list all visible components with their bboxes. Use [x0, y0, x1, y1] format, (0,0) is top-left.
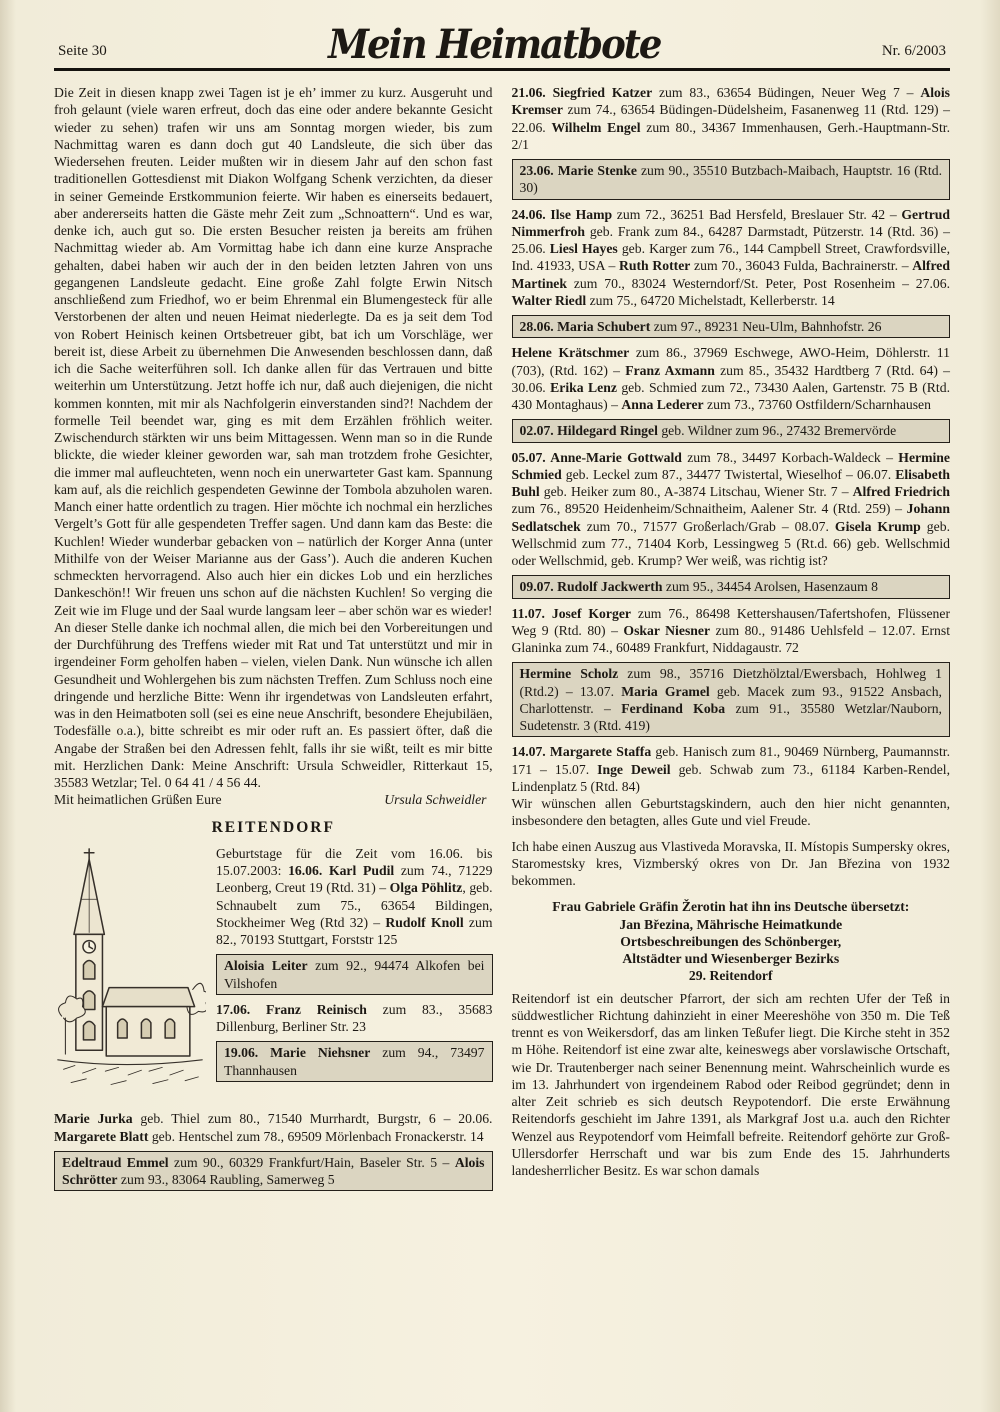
birthday-paragraph: 14.07. Margarete Staffa geb. Hanisch zum 81., 90469 Nürnberg, Paumannstr. 171 – 15.07. Inge Deweil geb. Schwab zum 73., 61184 Karben-Rendel, Lindenplatz 5 (Rtd. 84) [511, 744, 950, 794]
translation-heading-block [512, 898, 951, 984]
left-column [54, 84, 493, 1197]
translation-heading-line: Altstädter und Wiesenberger Bezirks [622, 951, 840, 966]
birthday-paragraph: 05.07. Anne-Marie Gottwald zum 78., 34497 Korbach-Waldeck – Hermine Schmied geb. Leckel zum 87., 34477 Twistertal, Wieselhof – 06.07. Elisabeth Buhl geb. Heiker zum 80., A-3874 Litschau, Wiener Str. 7 – Alfred Friedrich zum 76., 89520 Heidenheim/Schnaitheim, Aalener Str. 4 (Rtd. 259) – Johann Sedlatschek zum 70., 71577 Großerlach/Grab – 08.07. Gisela Krump geb. Wellschmid zum 77., 71404 Korb, Lessingweg 5 (Rt.d. 66) geb. Wellschmid oder Wellschmid, geb. Krump? Wer weiß, was richtig ist? [511, 449, 950, 568]
signature-name: Ursula Schweidler [384, 792, 487, 808]
birthday-paragraph: Marie Jurka geb. Thiel zum 80., 71540 Murrhardt, Burgstr, 6 – 20.06. Margarete Blatt geb. Hentschel zum 78., 69509 Mörlenbach Fronackerstr. 14 [54, 1111, 493, 1144]
church-drawing [54, 847, 206, 1104]
birthday-entry-box: 02.07. Hildegard Ringel geb. Wildner zum 96., 27432 Bremervörde [512, 419, 951, 442]
birthday-entry-box: Hermine Scholz zum 98., 35716 Dietzhölztal/Ewersbach, Hohlweg 1 (Rtd.2) – 13.07. Maria Gramel geb. Macek zum 93., 91522 Ansbach, Charlottenstr. – Ferdinand Koba zum 91., 35580 Wetzlar/Nauborn, Sudetenstr. 3 (Rtd. 419) [512, 662, 951, 737]
birthday-entry-box: 23.06. Marie Stenke zum 90., 35510 Butzbach-Maibach, Hauptstr. 16 (Rtd. 30) [512, 159, 951, 200]
birthday-entry-box: Edeltraud Emmel zum 90., 60329 Frankfurt/Hain, Baseler Str. 5 – Alois Schrötter zum 93., 83064 Raubling, Samerweg 5 [54, 1151, 493, 1192]
auszug-paragraph: Ich habe einen Auszug aus Vlastiveda Moravska, II. Místopis Sumpersky okres, Staromestsky kres, Vizmberský okres von Dr. Jan Březina von 1932 bekommen. [511, 838, 950, 888]
closing-line [54, 791, 493, 808]
right-column [512, 84, 951, 1197]
birthday-paragraph: Geburtstage für die Zeit vom 16.06. bis 15.07.2003: 16.06. Karl Pudil zum 74., 71229 Leonberg, Creut 19 (Rtd. 31) – Olga Pöhlitz, geb. Schnaubelt zum 75., 63654 Bildingen, Stockheimer Weg (Rtd 32) – Rudolf Knoll zum 82., 70193 Stuttgart, Forststr 125 [216, 845, 493, 947]
translation-heading-line: 29. Reitendorf [688, 968, 773, 984]
birthday-paragraph: Helene Krätschmer zum 86., 37969 Eschwege, AWO-Heim, Döhlerstr. 11 (703), (Rtd. 162) – Franz Axmann zum 85., 35432 Hardtberg 7 (Rtd. 64) – 30.06. Erika Lenz geb. Schmied zum 72., 73430 Aalen, Gartenstr. 75 B (Rtd. 430 Montaghaus) – Anna Lederer zum 73., 73760 Ostfildern/Scharnhausen [511, 345, 951, 412]
translation-heading-line: Frau Gabriele Gräfin Žerotin hat ihn ins Deutsche übersetzt: [552, 899, 910, 915]
translation-heading-line: Ortsbeschreibungen des Schönberger, [620, 933, 842, 949]
birthday-paragraph: 21.06. Siegfried Katzer zum 83., 63654 Büdingen, Neuer Weg 7 – Alois Kremser zum 74., 63654 Büdingen-Düdelsheim, Fasanenweg 11 (Rtd. 129) – 22.06. Wilhelm Engel zum 80., 34367 Immenhausen, Gerh.-Hauptmann-Str. 2/1 [511, 85, 950, 152]
reitendorf-history-paragraph: Reitendorf ist ein deutscher Pfarrort, der sich am rechten Ufer der Teß in süddwestlicher Richtung dahinzieht in einer Meereshöhe von 350 m. Die Teß trennt es von Weikersdorf, das am linken Teßufer liegt. Die Kirche steht in 352 m Höhe. Reitendorf ist eine zwar alte, keineswegs aber vorslawische Ortschaft, wie Dr. Trautenberger nach seiner Benennung meint. Wahrscheinlich wurde es im 13. Jahrhundert von irgendeinem Rabod oder Reibod gegründet; denn in alter Zeit schrieb es sich deutsch Reypotendorf. Die erste Erwähnung Reitendorfs geschieht im Jahre 1391, als Markgraf Jost u.a. auch den Richter Wenzel aus Reypotendorf vom Heimfall befreite. Reitendorf gehörte zur Groß-Ullersdorfer Herrschaft und war bis zum Ende des 15. Jahrhunderts landesherrlicher Besitz. Es war schon damals [511, 990, 950, 1178]
header-rule [54, 68, 950, 71]
birthday-paragraph: 11.07. Josef Korger zum 76., 86498 Kettershausen/Tafertshofen, Flüssener Weg 9 (Rtd. 80) – Oskar Niesner zum 80., 91486 Uehlsfeld – 12.07. Ernst Glaninka zum 74., 60489 Frankfurt, Niddagaustr. 72 [511, 605, 950, 655]
masthead-title: Mein Heimatbote [328, 20, 661, 68]
birthday-entry-box: Aloisia Leiter zum 92., 94474 Alkofen bei Vilshofen [216, 954, 493, 995]
translation-heading-line: Jan Březina, Mährische Heimatkunde [619, 916, 843, 932]
birthday-wishes-paragraph: Wir wünschen allen Geburtstagskindern, auch den hier nicht genannten, insbesondere den betagten, alles Gute und viel Freude. [511, 796, 950, 829]
two-column-layout [54, 84, 950, 1197]
birthday-paragraph: 17.06. Franz Reinisch zum 83., 35683 Dillenburg, Berliner Str. 23 [216, 1001, 493, 1034]
birthday-paragraph: 24.06. Ilse Hamp zum 72., 36251 Bad Hersfeld, Breslauer Str. 42 – Gertrud Nimmerfroh geb. Frank zum 84., 64287 Darmstadt, Pützerstr. 14 (Rtd. 36) – 25.06. Liesl Hayes geb. Karger zum 76., 144 Campbell Street, Crawfordsville, Ind. 41933, USA – Ruth Rotter zum 70., 36043 Fulda, Bachrainerstr. – Alfred Martinek zum 70., 83024 Westerndorf/St. Peter, Post Rosenheim – 27.06. Walter Riedl zum 75., 64720 Michelstadt, Kellerberstr. 14 [511, 206, 951, 308]
birthday-entry-box: 09.07. Rudolf Jackwerth zum 95., 34454 Arolsen, Hasenzaum 8 [512, 575, 951, 598]
church-illustration [54, 847, 206, 1104]
page-header [54, 20, 950, 68]
section-heading-reitendorf: REITENDORF [211, 818, 335, 836]
reitendorf-birthdays-section [54, 845, 493, 1192]
issue-number-label: Nr. 6/2003 [881, 43, 946, 59]
page-number-label: Seite 30 [58, 43, 107, 59]
birthday-entry-box: 19.06. Marie Niehsner zum 94., 73497 Thannhausen [216, 1041, 493, 1082]
treffen-report-paragraph: Die Zeit in diesen knapp zwei Tagen ist je eh’ immer zu kurz. Ausgeruht und froh gelaunt (viele waren erfreut, doch das eine oder andere bekannte Gesicht wieder zu sehen) trafen wir uns am Sonntag morgen wieder, bis zum Nachmittag waren es dann doch gut 40 Landsleute, die sich über das Wiedersehen freuten. Leider mußten wir in diesem Jahr auf den schon fast traditionellen Gottesdienst mit Diakon Wolfgang Schenk verzichten, da dieser in seiner Gemeinde Erstkommunion feierte. Wir haben es einerseits bedauert, aber andererseits hatten die Gäste mehr Zeit zum „Schnoattern“. Und es war, denke ich, auch gut so. Die ersten Besucher reisten ja bereits am frühen Nachmittag wieder ab. Am Vormittag habe ich dann eine kurze Ansprache gehalten, dabei haben wir auch der in den beiden letzten Jahren von uns gegangenen Landsleute gedacht. Eine große Zahl folgte Erwin Nitsch anschließend zum Friedhof, wo er beim Ehrenmal ein Blumengesteck für alle Verstorbenen der alten und neuen Heimat niederlegte. Da es ja seit dem Tod von Robert Heinisch keinen Ortsbetreuer gibt, bat ich um Vorschläge, wer bereit ist, diese Arbeit zu übernehmen Die Anwesenden beschlossen dann, daß ich die Sache weiterführen soll. Ich danke allen für das Vertrauen und bitte weiterhin um Unterstützung. Jetzt hoffe ich nur, daß auch diejenigen, die nicht kommen konnten, mit mir als Nachfolgerin einverstanden sind?! Nachdem der formelle Teil beendet war, ging es mit dem Erzählen fröhlich weiter. Zwischendurch stärkten wir uns beim Mittagessen. Wenn man so in die Runde blickte, die wieder kleiner geworden war, sah man trotzdem frohe Gesichter, die immer mal aufleuchteten, wenn noch ein unerwarteter Gast kam. Spannung kam auf, als die reichlich gespendeten Gewinne der Tombola abzuholen waren. Manch einer hatte ordentlich zu tragen. Hier möchte ich nochmal ein herzliches Vergelt’s Gott für alle gespendeten Treffer sagen. Und dann kam das Beste: die Kuchlen! Wieder wunderbar gebacken von – natürlich der Korger Anna (unter Mithilfe von der Weiser Marianne aus der Gass’). Auch die anderen Kuchen schmeckten hervorragend. Also auch hier ein dickes Lob und ein herzliches Dankeschön!! Wir freuen uns schon auf die nächsten Kuchlen! So verging die Zeit wie im Fluge und der Saal wurde langsam leer – aber schön war es wieder! An dieser Stelle danke ich nochmal allen, die mich bei den Vorbereitungen und der Durchführung des Treffens wieder mit Rat und Tat unterstützt und mir in irgendeiner Form geholfen haben – vielen, vielen Dank. Nun wünsche ich allen Gesundheit und Wohlergehen bis zum nächsten Treffen. Zum Schluss noch eine dringende und herzliche Bitte: Wenn ihr irgendetwas von Landsleuten erfahrt, was in den Heimatboten soll (sei es eine neue Anschrift, besondere Ehejubiläen, Todesfälle o.a.), bitte schreibt es mir oder ruft an. Es passiert öfter, daß die Angabe der Straßen bei den Adressen fehlt, falls ihr sie wißt, teilt es mir bitte mit. Herzlichen Dank: Meine Anschrift: Ursula Schweidler, Ritterkaut 15, 35583 Wetzlar; Tel. 0 64 41 / 4 56 44. [54, 85, 493, 790]
closing-greeting: Mit heimatlichen Grüßen Eure [54, 792, 222, 808]
birthday-entry-box: 28.06. Maria Schubert zum 97., 89231 Neu-Ulm, Bahnhofstr. 26 [512, 315, 951, 338]
